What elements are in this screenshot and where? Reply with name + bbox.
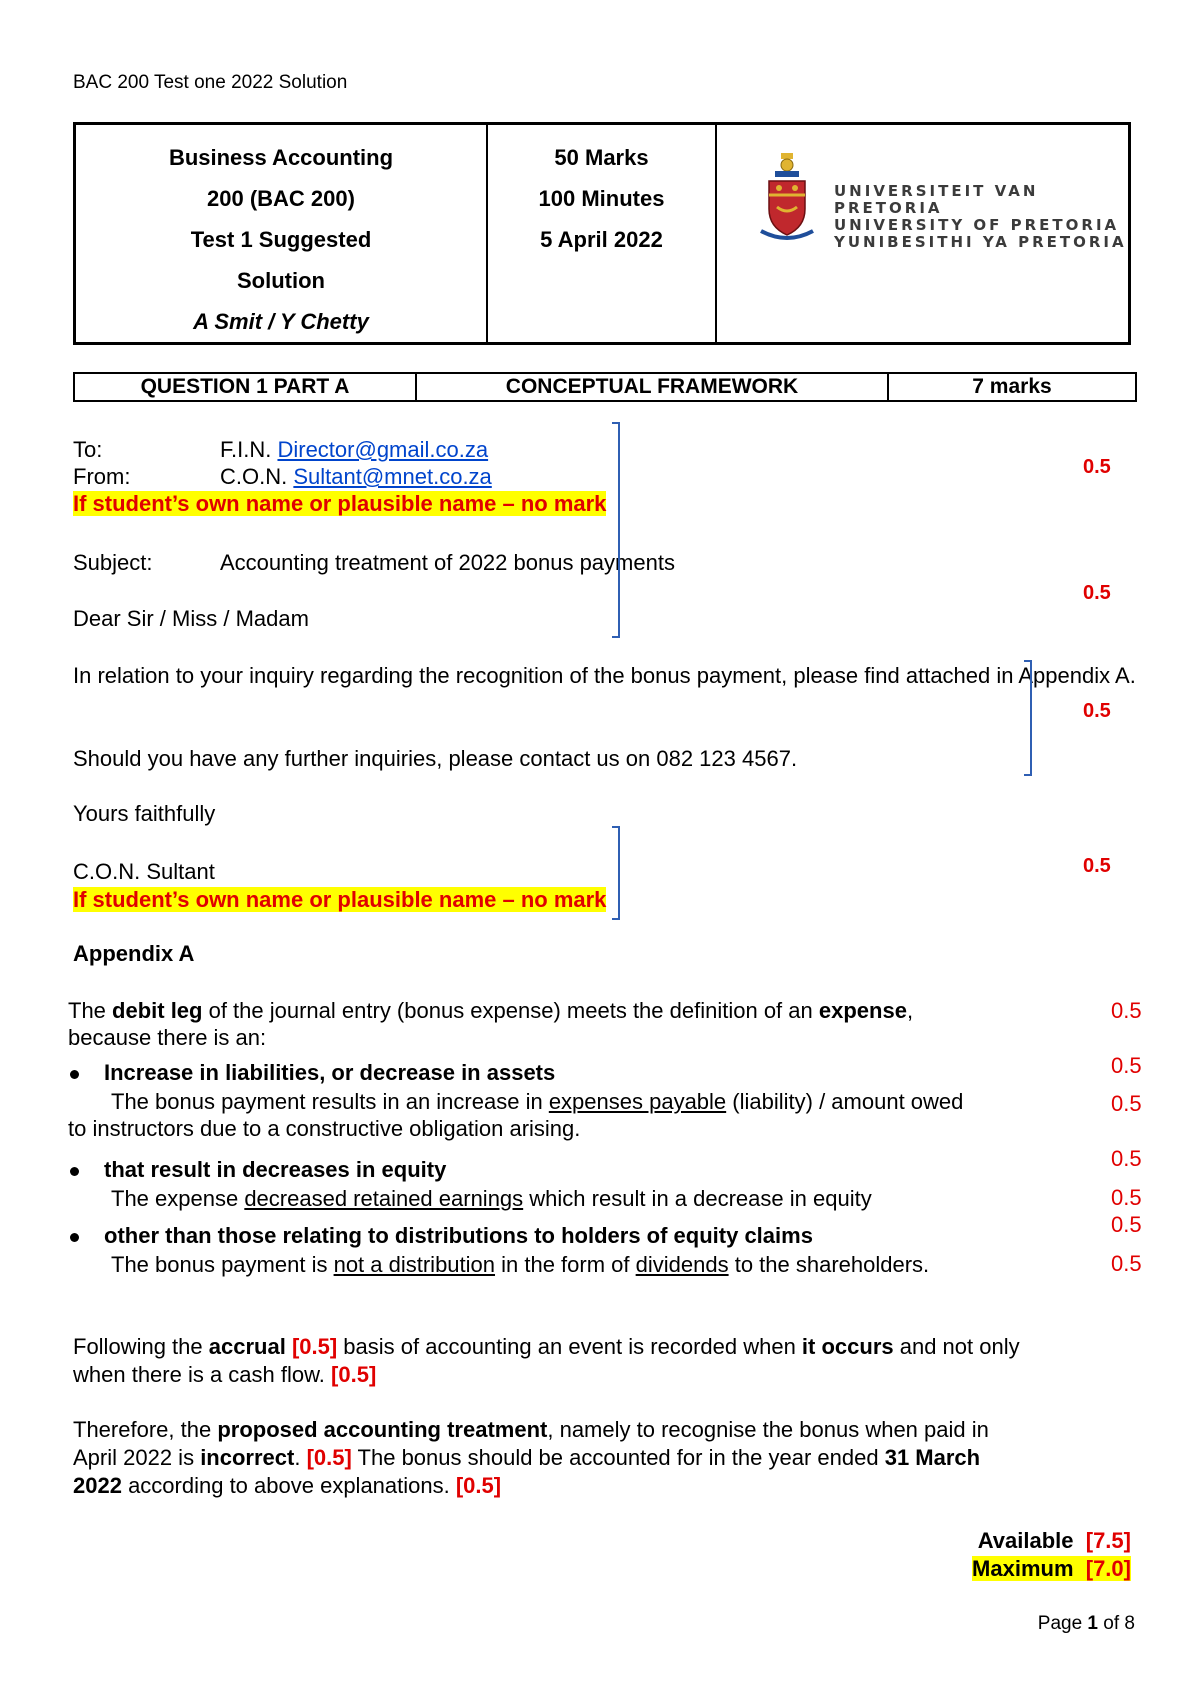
mark-bracket-3 [612, 826, 620, 920]
mark-appendix-6: 0.5 [1111, 1212, 1142, 1237]
subject-line [73, 550, 675, 576]
letter-closing: Yours faithfully [73, 801, 216, 826]
intro-text-3: , [906, 998, 914, 1023]
mark-appendix-7: 0.5 [1111, 1251, 1142, 1276]
to-line [73, 436, 606, 463]
bullet3-heading: other than those relating to distributions to holders of equity claims [104, 1223, 813, 1248]
course-line2: 200 (BAC 200) [207, 186, 355, 211]
conclusion-paragraph [73, 1416, 989, 1500]
conclusion-text-5: The bonus should be accounted for in the year ended [351, 1445, 885, 1470]
course-line1: Business Accounting [168, 145, 394, 170]
cover-table [73, 122, 1131, 345]
bullet1-heading: Increase in liabilities, or decrease in assets [104, 1060, 556, 1085]
subject-label: Subject: [73, 550, 153, 575]
mark-letter-2: 0.5 [1083, 582, 1111, 604]
mark-appendix-3: 0.5 [1111, 1091, 1142, 1116]
page-label: Page [1037, 1613, 1083, 1634]
subject-text: Accounting treatment of 2022 bonus payments [220, 550, 675, 575]
conclusion-mark-2: [0.5] [455, 1473, 502, 1498]
university-crest-icon [757, 151, 817, 243]
accrual-mark-2: [0.5] [331, 1362, 377, 1387]
bullet-icon [70, 1070, 79, 1079]
conclusion-text-4: . [294, 1445, 307, 1470]
bullet1-text-3: to instructors due to a constructive obligation arising. [68, 1116, 581, 1141]
from-prefix: C.O.N. [220, 464, 288, 489]
letter-paragraph-2: Should you have any further inquiries, please contact us on 082 123 4567. [73, 746, 798, 771]
from-label: From: [73, 464, 131, 489]
conclusion-text-3: April 2022 is [73, 1445, 201, 1470]
available-value: [7.5] [1085, 1528, 1131, 1553]
mark-appendix-4: 0.5 [1111, 1146, 1142, 1171]
intro-bold-debit-leg: debit leg [112, 998, 203, 1023]
accrual-text-2: basis of accounting an event is recorded when [337, 1334, 802, 1359]
university-name-english: UNIVERSITY OF PRETORIA [834, 216, 1120, 234]
test-line2: Solution [237, 268, 325, 293]
bullet-icon [70, 1233, 79, 1242]
test-date: 5 April 2022 [540, 227, 663, 252]
accrual-bold-occurs: it occurs [801, 1334, 894, 1359]
bullet1-underline: expenses payable [548, 1089, 727, 1114]
to-prefix: F.I.N. [220, 437, 272, 462]
conclusion-bold-year: 2022 [73, 1473, 122, 1498]
name-note [73, 490, 606, 517]
to-email-link[interactable]: Director@gmail.co.za [277, 437, 489, 462]
university-wordmark [834, 183, 1128, 251]
bullet1-detail [68, 1088, 963, 1142]
bullet2-detail [111, 1186, 872, 1212]
bullet3-text-1: The bonus payment is [111, 1252, 334, 1277]
bullet3-detail [111, 1252, 929, 1278]
intro-bold-expense: expense [818, 998, 907, 1023]
totals-block [955, 1527, 1131, 1583]
page-number: 1 [1087, 1613, 1098, 1634]
mark-appendix-1: 0.5 [1111, 998, 1142, 1023]
letter-header [73, 436, 606, 517]
authors: A Smit / Y Chetty [193, 309, 369, 334]
appendix-intro [68, 997, 913, 1051]
letter-signature-block [73, 858, 606, 914]
question-bar [73, 372, 1137, 402]
bullet1-text-1: The bonus payment results in an increase in [111, 1089, 549, 1114]
conclusion-text-6: according to above explanations. [121, 1473, 456, 1498]
mark-appendix-2: 0.5 [1111, 1053, 1142, 1078]
marks-cell [487, 124, 716, 344]
intro-text-2: of the journal entry (bonus expense) meets the definition of an [202, 998, 819, 1023]
available-label: Available [977, 1528, 1074, 1553]
letter-paragraph-1: In relation to your inquiry regarding the recognition of the bonus payment, please find attached in Appendix A. [73, 663, 1136, 688]
maximum-value: [7.0] [1085, 1556, 1131, 1581]
from-email-link[interactable]: Sultant@mnet.co.za [293, 464, 492, 489]
mark-letter-1: 0.5 [1083, 456, 1111, 478]
conclusion-bold-date: 31 March [884, 1445, 981, 1470]
appendix-title: Appendix A [73, 941, 195, 966]
duration: 100 Minutes [538, 186, 665, 211]
mark-bracket-1 [612, 422, 620, 638]
signature: C.O.N. Sultant [73, 859, 215, 884]
mark-appendix-5: 0.5 [1111, 1185, 1142, 1210]
accrual-text-1: Following the [73, 1334, 209, 1359]
intro-text-1: The [68, 998, 113, 1023]
bullet3-text-3: to the shareholders. [728, 1252, 930, 1277]
mark-letter-4: 0.5 [1083, 855, 1111, 877]
question-topic: CONCEPTUAL FRAMEWORK [416, 373, 888, 401]
university-name-sepedi: YUNIBESITHI YA PRETORIA [834, 233, 1127, 251]
conclusion-text-2: , namely to recognise the bonus when paid in [547, 1417, 989, 1442]
conclusion-bold-1: proposed accounting treatment [217, 1417, 548, 1442]
total-marks: 50 Marks [554, 145, 649, 170]
logo-cell [716, 124, 1130, 344]
bullet2-heading: that result in decreases in equity [104, 1157, 447, 1182]
conclusion-bold-incorrect: incorrect [200, 1445, 295, 1470]
bullet2-text-1: The expense [111, 1186, 245, 1211]
test-line1: Test 1 Suggested [190, 227, 372, 252]
bullet-icon [70, 1167, 79, 1176]
bullet2-text-2: which result in a decrease in equity [523, 1186, 872, 1211]
conclusion-mark-1: [0.5] [306, 1445, 352, 1470]
running-header: BAC 200 Test one 2022 Solution [73, 72, 348, 93]
page-footer [1000, 1613, 1135, 1635]
accrual-mark-1: [0.5] [291, 1334, 338, 1359]
maximum-highlight [972, 1556, 1131, 1581]
accrual-text-4: when there is a cash flow. [73, 1362, 332, 1387]
conclusion-text-1: Therefore, the [73, 1417, 218, 1442]
accrual-bold: accrual [208, 1334, 286, 1359]
bullet1-text-2: (liability) / amount owed [726, 1089, 964, 1114]
signature-note: If student’s own name or plausible name – no mark [73, 887, 607, 912]
from-line [73, 463, 606, 490]
question-number: QUESTION 1 PART A [74, 373, 416, 401]
accrual-text-3: and not only [893, 1334, 1020, 1359]
intro-line-2: because there is an: [68, 1025, 267, 1050]
salutation: Dear Sir / Miss / Madam [73, 606, 309, 631]
university-name-afrikaans: UNIVERSITEIT VAN PRETORIA [834, 182, 1039, 217]
mark-letter-3: 0.5 [1083, 700, 1111, 722]
mark-bracket-2 [1024, 660, 1032, 776]
course-cell [75, 124, 488, 344]
accrual-paragraph [73, 1333, 1020, 1389]
bullet3-text-2: in the form of [495, 1252, 636, 1277]
bullet3-underline-2: dividends [635, 1252, 729, 1277]
to-label: To: [73, 437, 103, 462]
question-marks: 7 marks [888, 373, 1136, 401]
bullet2-underline: decreased retained earnings [244, 1186, 524, 1211]
maximum-label: Maximum [972, 1556, 1074, 1581]
name-note-text: If student’s own name or plausible name – no mark [73, 491, 607, 516]
bullet3-underline-1: not a distribution [333, 1252, 496, 1277]
total-pages: 8 [1124, 1613, 1135, 1634]
of-label: of [1103, 1613, 1120, 1634]
